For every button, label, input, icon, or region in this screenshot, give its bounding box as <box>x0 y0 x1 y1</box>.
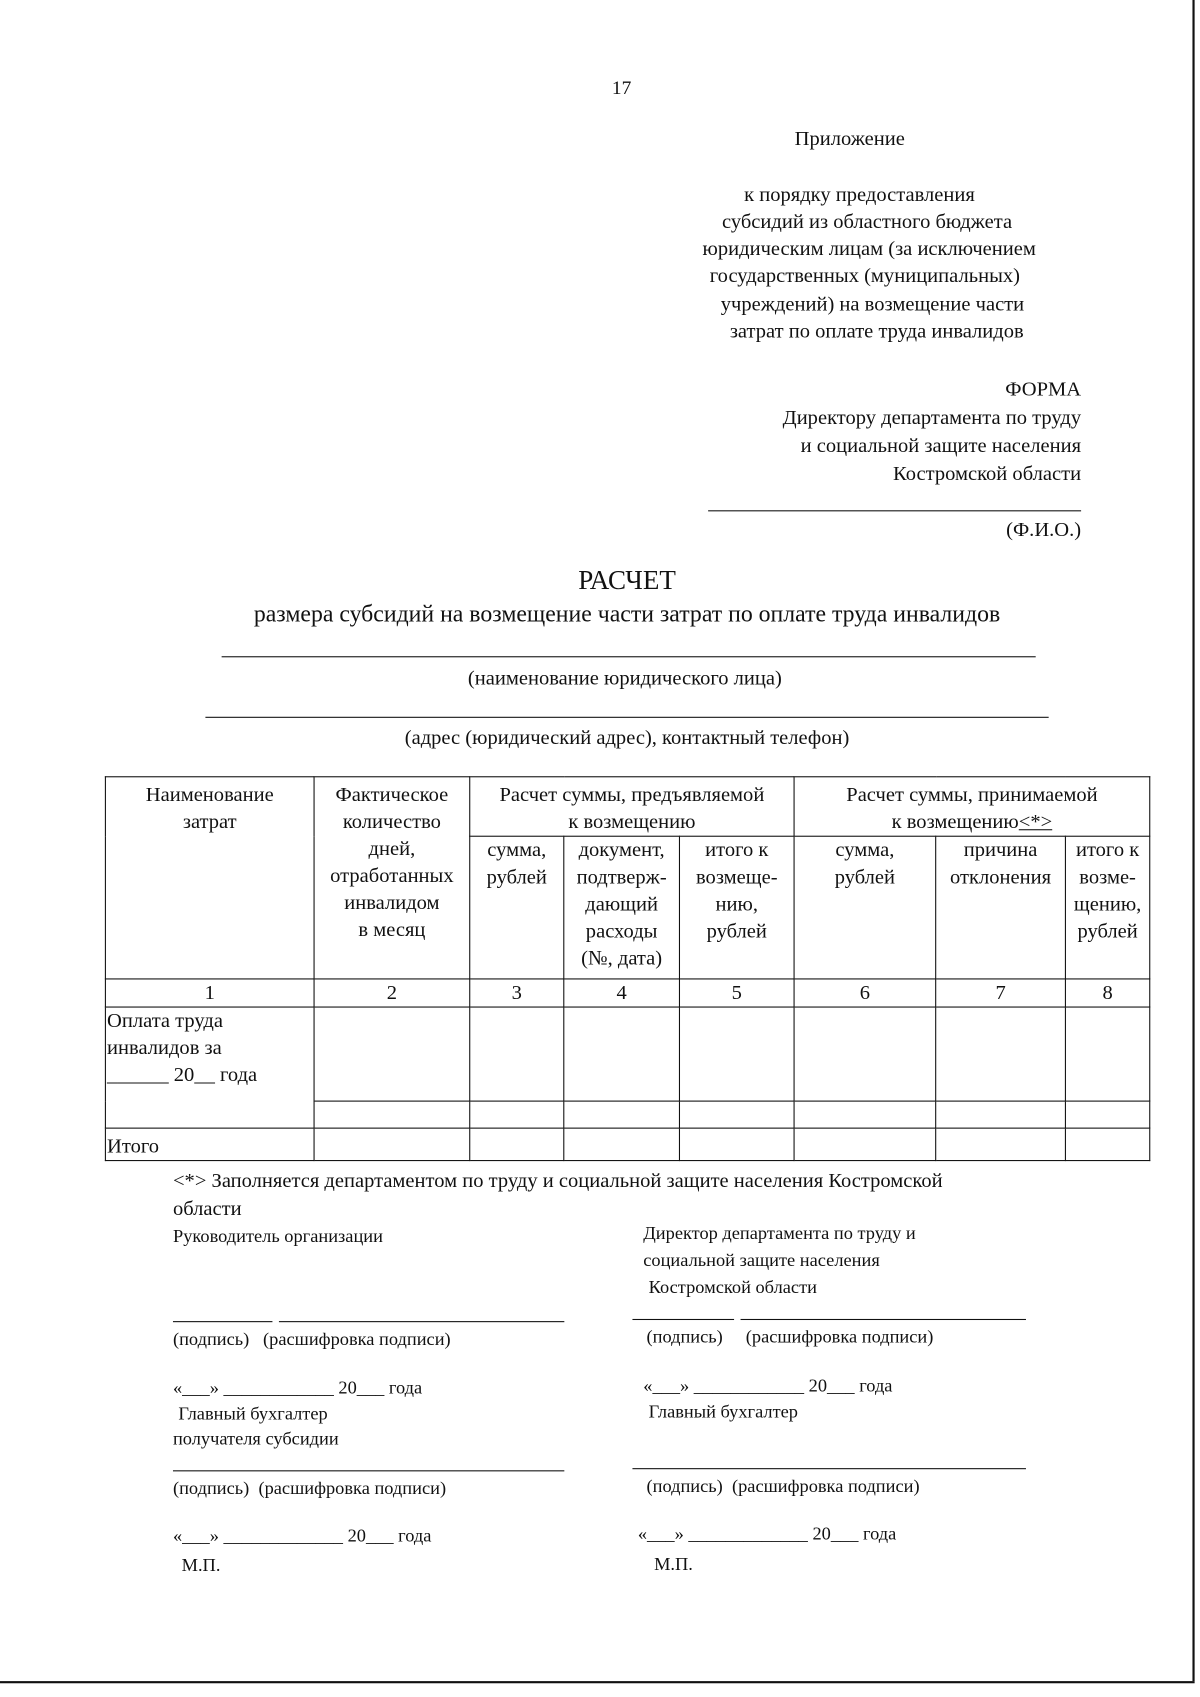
chief-accountant-title: Главный бухгалтер <box>178 1403 328 1424</box>
signature-line <box>632 1319 734 1320</box>
addressee-line: Директору департамента по труду <box>782 406 1082 430</box>
header-sum: сумма, рублей <box>470 836 564 979</box>
table-cell[interactable] <box>564 1007 680 1101</box>
row-label-total: Итого <box>105 1128 314 1160</box>
date-field: «___» _____________ 20___ года <box>172 1525 432 1546</box>
entity-caption: (наименование юридического лица) <box>467 667 782 690</box>
column-number: 3 <box>470 979 564 1007</box>
footnote-cont: области <box>172 1197 242 1221</box>
signature-line <box>632 1468 1026 1469</box>
signature-captions: (подпись) (расшифровка подписи) <box>172 1477 447 1499</box>
address-line <box>205 717 1048 718</box>
column-number: 2 <box>314 979 470 1007</box>
entity-name-line <box>222 656 1036 657</box>
column-number: 5 <box>679 979 794 1007</box>
document-title: РАСЧЕТ <box>578 566 676 596</box>
header-reason: причина отклонения <box>936 836 1066 979</box>
header-sum-accepted: сумма, рублей <box>794 836 936 979</box>
footnote: <*> Заполняется департаментом по труду и социальной защите населения Костромской <box>172 1169 943 1193</box>
column-number: 7 <box>936 979 1066 1007</box>
header-cost-name: Наименование затрат <box>105 777 314 979</box>
head-of-org-title: Руководитель организации <box>172 1225 383 1247</box>
table-cell[interactable] <box>936 1101 1066 1128</box>
appendix-line: государственных (муниципальных) <box>709 264 1021 288</box>
address-caption: (адрес (юридический адрес), контактный телефон) <box>404 726 850 750</box>
fio-line <box>708 510 1081 511</box>
header-claimed: Расчет суммы, предъявляемой к возмещению <box>470 777 794 836</box>
appendix-line: затрат по оплате труда инвалидов <box>729 320 1024 343</box>
stamp-place: М.П. <box>181 1554 221 1576</box>
header-total-claimed: итого к возмеще- нию, рублей <box>679 836 794 979</box>
director-title: Костромской области <box>648 1276 817 1298</box>
table-cell[interactable] <box>1065 1101 1149 1128</box>
page-number: 17 <box>611 76 632 99</box>
appendix-line: субсидий из областного бюджета <box>722 210 1013 234</box>
header-document: документ, подтверж- дающий расходы (№, дата) <box>564 836 680 979</box>
date-field: «___» _____________ 20___ года <box>637 1523 897 1544</box>
page-border-right <box>1192 0 1194 1681</box>
table-cell[interactable] <box>794 1007 936 1101</box>
table-cell[interactable] <box>1065 1128 1149 1160</box>
table-cell[interactable] <box>1065 1007 1149 1101</box>
signature-captions: (подпись) (расшифровка подписи) <box>172 1328 451 1350</box>
director-title: Директор департамента по труду и <box>643 1222 916 1244</box>
fio-caption: (Ф.И.О.) <box>1006 518 1082 542</box>
column-number: 6 <box>794 979 936 1007</box>
column-number: 4 <box>564 979 680 1007</box>
footnote-ref: <*> <box>1018 810 1053 834</box>
addressee-line: и социальной защите населения <box>800 434 1082 458</box>
signature-line <box>173 1321 272 1322</box>
row-label-wages: Оплата труда инвалидов за ______ 20__ года <box>105 1007 314 1128</box>
stamp-place: М.П. <box>654 1553 693 1575</box>
signature-captions: (подпись) (расшифровка подписи) <box>646 1475 920 1497</box>
signature-decode-line <box>741 1319 1026 1320</box>
table-cell[interactable] <box>314 1128 470 1160</box>
table-cell[interactable] <box>936 1128 1066 1160</box>
appendix-line: к порядку предоставления <box>744 183 975 207</box>
calculation-table <box>105 776 1150 1161</box>
table-cell[interactable] <box>679 1128 794 1160</box>
date-field: «___» ____________ 20___ года <box>172 1377 423 1398</box>
director-title: социальной защите населения <box>643 1249 880 1271</box>
table-cell[interactable] <box>470 1128 564 1160</box>
column-number: 1 <box>105 979 314 1007</box>
appendix-title: Приложение <box>794 127 905 151</box>
page-border-bottom <box>0 1681 1195 1683</box>
table-cell[interactable] <box>794 1128 936 1160</box>
appendix-line: учреждений) на возмещение части <box>720 292 1025 316</box>
table-cell[interactable] <box>794 1101 936 1128</box>
addressee-line: Костромской области <box>893 462 1082 486</box>
table-cell[interactable] <box>936 1007 1066 1101</box>
header-total-accepted: итого к возме- щению, рублей <box>1065 836 1149 979</box>
signature-decode-line <box>279 1321 564 1322</box>
header-accepted: Расчет суммы, принимаемой к возмещению<*> <box>794 777 1150 836</box>
header-days: Фактическое количество дней, отработанных инвалидом в месяц <box>314 777 470 979</box>
table-cell[interactable] <box>564 1128 680 1160</box>
document-subtitle: размера субсидий на возмещение части затрат по оплате труда инвалидов <box>253 600 1001 628</box>
appendix-line: юридическим лицам (за исключением <box>702 237 1036 261</box>
signature-captions: (подпись) (расшифровка подписи) <box>646 1326 934 1348</box>
signature-line <box>173 1470 564 1471</box>
table-cell[interactable] <box>470 1007 564 1101</box>
table-cell[interactable] <box>679 1101 794 1128</box>
table-cell[interactable] <box>314 1101 470 1128</box>
table-cell[interactable] <box>470 1101 564 1128</box>
chief-accountant-title: Главный бухгалтер <box>648 1401 798 1422</box>
chief-accountant-subtitle: получателя субсидии <box>172 1428 339 1449</box>
date-field: «___» ____________ 20___ года <box>643 1375 893 1396</box>
table-cell[interactable] <box>314 1007 470 1101</box>
form-label: ФОРМА <box>1005 378 1082 402</box>
column-number: 8 <box>1065 979 1149 1007</box>
table-cell[interactable] <box>564 1101 680 1128</box>
table-cell[interactable] <box>679 1007 794 1101</box>
